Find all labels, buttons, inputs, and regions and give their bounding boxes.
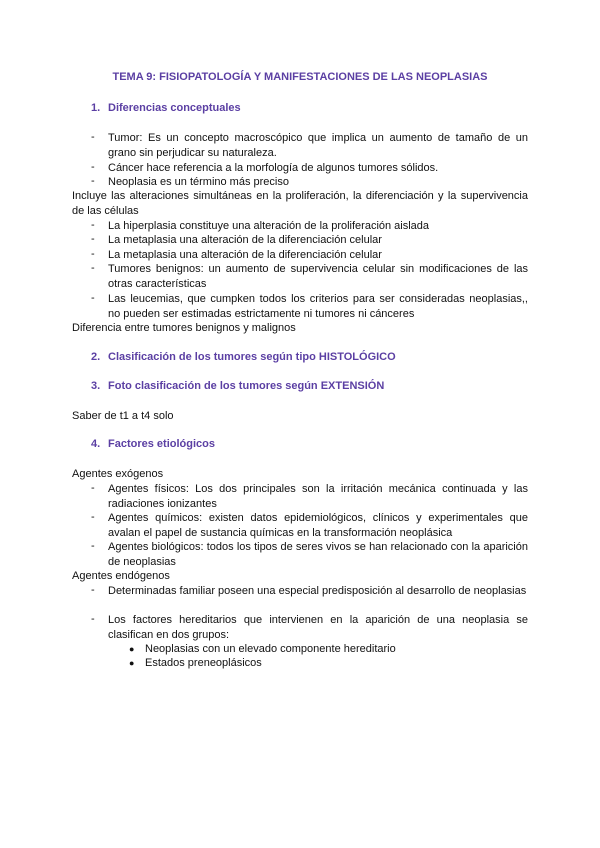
subheading-exogenos: Agentes exógenos: [72, 468, 164, 480]
dash-marker: -: [91, 262, 95, 274]
section-number: 3.: [91, 380, 101, 392]
section-label: Factores etiológicos: [108, 438, 215, 450]
list-item: Neoplasia es un término más preciso: [108, 176, 289, 188]
section-number: 1.: [91, 102, 101, 114]
section-heading-4: [91, 438, 215, 450]
sub-list-item: Estados preneoplásicos: [145, 657, 262, 669]
dash-marker: -: [91, 248, 95, 260]
section-label: Foto clasificación de los tumores según EXTENSIÓN: [108, 380, 385, 392]
bullet-icon: ●: [129, 658, 135, 668]
paragraph: Incluye las alteraciones simultáneas en la proliferación, la diferenciación y la supervivencia de las células: [72, 190, 528, 217]
page-title: TEMA 9: FISIOPATOLOGÍA Y MANIFESTACIONES DE LAS NEOPLASIAS: [112, 71, 488, 83]
list-item: Determinadas familiar poseen una especial predisposición al desarrollo de neoplasias: [108, 585, 527, 597]
dash-marker: -: [91, 584, 95, 596]
list-item: Agentes biológicos: todos los tipos de seres vivos se han relacionado con la aparición de neoplasias: [108, 541, 528, 568]
dash-marker: -: [91, 540, 95, 552]
list-item: Tumor: Es un concepto macroscópico que implica un aumento de tamaño de un grano sin perjudicar su naturaleza.: [108, 132, 528, 159]
section-heading-2: [91, 351, 396, 363]
list-item: Agentes químicos: existen datos epidemiológicos, clínicos y experimentales que avalan el papel de sustancia químicas en la transformación neoplásica: [108, 512, 528, 539]
list-item: La metaplasia una alteración de la diferenciación celular: [108, 234, 382, 246]
dash-marker: -: [91, 482, 95, 494]
sub-list-item: Neoplasias con un elevado componente hereditario: [145, 643, 396, 655]
list-item: La metaplasia una alteración de la diferenciación celular: [108, 249, 382, 261]
list-item: Las leucemias, que cumpken todos los criterios para ser consideradas neoplasias,, no pueden ser estimadas estrictamente ni tumores ni cánceres: [108, 293, 528, 320]
section-number: 2.: [91, 351, 101, 363]
bullet-icon: ●: [129, 644, 135, 654]
dash-marker: -: [91, 175, 95, 187]
dash-marker: -: [91, 511, 95, 523]
list-item: Agentes físicos: Los dos principales son la irritación mecánica continuada y las radiaciones ionizantes: [108, 483, 528, 510]
list-item: Cáncer hace referencia a la morfología de algunos tumores sólidos.: [108, 162, 439, 174]
list-item: Los factores hereditarios que intervienen en la aparición de una neoplasia se clasifican en dos grupos:: [108, 614, 528, 641]
paragraph: Saber de t1 a t4 solo: [72, 410, 174, 422]
dash-marker: -: [91, 613, 95, 625]
list-item: La hiperplasia constituye una alteración de la proliferación aislada: [108, 220, 430, 232]
subheading-endogenos: Agentes endógenos: [72, 570, 170, 582]
dash-marker: -: [91, 292, 95, 304]
dash-marker: -: [91, 219, 95, 231]
section-label: Clasificación de los tumores según tipo HISTOLÓGICO: [108, 351, 396, 363]
dash-marker: -: [91, 161, 95, 173]
dash-marker: -: [91, 131, 95, 143]
section-heading-3: [91, 380, 384, 392]
dash-marker: -: [91, 233, 95, 245]
section-label: Diferencias conceptuales: [108, 102, 241, 114]
paragraph: Diferencia entre tumores benignos y malignos: [72, 322, 296, 334]
section-heading-1: [91, 102, 241, 114]
list-item: Tumores benignos: un aumento de supervivencia celular sin modificaciones de las otras características: [108, 263, 528, 290]
section-number: 4.: [91, 438, 101, 450]
